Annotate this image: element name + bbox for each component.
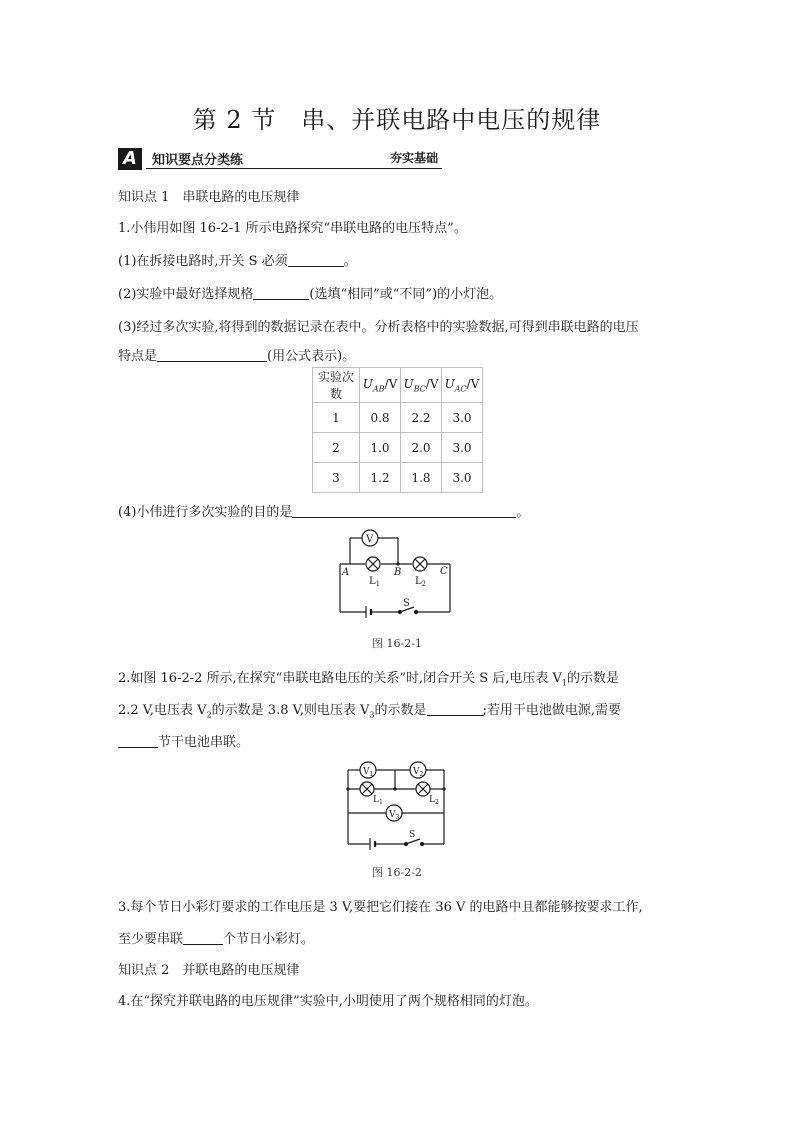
banner-name: 知识要点分类练 (152, 153, 244, 168)
q2-line2: 2.2 V,电压表 $V_2$的示数是 3.8 V,则电压表 $V_3$的示数是 ;若用干电池做电源,需要 (118, 703, 622, 720)
banner-tag: 夯实基础 (389, 151, 438, 165)
q1-part4-end: 。 (516, 505, 530, 520)
answer-blank[interactable] (292, 504, 516, 518)
q1-part4-text: (4)小伟进行多次实验的目的是 (118, 505, 293, 520)
q1-part3-end: (用公式表示)。 (267, 349, 356, 364)
q1-part3-cont (118, 345, 355, 364)
table-row (313, 403, 483, 433)
lamp-l2-label: $L_2$ (429, 795, 439, 806)
q1-part3-text: 特点是 (118, 349, 158, 364)
table-cell: 3.0 (442, 403, 483, 433)
switch-label: S (403, 598, 410, 609)
table-cell: 1.8 (401, 463, 442, 493)
section-banner (118, 147, 442, 173)
q1-part1 (118, 250, 357, 269)
table-cell: 1.0 (360, 433, 401, 463)
q3-line2: 至少要串联 个节日小彩灯。 (118, 932, 315, 947)
voltmeter-v2-label: $V_2$ (413, 767, 424, 778)
q1-part3: (3)经过多次实验,将得到的数据记录在表中。分析表格中的实验数据,可得到串联电路的电压 (118, 320, 639, 335)
answer-blank[interactable] (183, 931, 223, 945)
table-cell: 0.8 (360, 403, 401, 433)
answer-blank[interactable] (427, 702, 483, 716)
q1-part4 (118, 501, 529, 520)
header-cell: $U_{AC}/V$ (442, 368, 483, 403)
answer-blank[interactable] (118, 734, 158, 748)
table-header-row (313, 368, 483, 403)
answer-blank[interactable] (253, 286, 309, 300)
q1-part2-end: (选填“相同”或“不同”)的小灯泡。 (309, 287, 503, 302)
q4-stem: 4.在“探究并联电路的电压规律”实验中,小明使用了两个规格相同的灯泡。 (118, 994, 538, 1009)
voltmeter-v1-label: $V_1$ (363, 767, 374, 778)
answer-blank[interactable] (288, 253, 344, 267)
table-cell: 2 (313, 433, 360, 463)
header-cell: 实验次数 (313, 368, 360, 403)
header-cell: $U_{BC}/V$ (401, 368, 442, 403)
lamp-l1-label: $L_1$ (373, 795, 383, 806)
q1-part1-end: 。 (343, 254, 357, 269)
point-a-label: A (342, 567, 350, 578)
header-cell: $U_{AB}/V$ (360, 368, 401, 403)
level-a-badge: A (118, 148, 142, 170)
q2-line1: 2.如图 16-2-2 所示,在探究“串联电路电压的关系”时,闭合开关 S 后,电压表 $V_1$的示数是 (118, 671, 620, 688)
q1-part2 (118, 283, 502, 302)
q3-line1: 3.每个节日小彩灯要求的工作电压是 3 V,要把它们接在 36 V 的电路中且都能够按要求工作, (118, 900, 643, 915)
circuit-diagram-16-2-2 (340, 756, 452, 852)
switch-label: S (409, 830, 416, 840)
knowledge-point-1: 知识点 1 串联电路的电压规律 (118, 190, 300, 205)
figure-caption: 图 16-2-1 (372, 637, 422, 650)
table-cell: 3.0 (442, 463, 483, 493)
table-row (313, 433, 483, 463)
point-b-label: B (394, 567, 402, 578)
table-cell: 3 (313, 463, 360, 493)
q1-part1-text: (1)在拆接电路时,开关 S 必须 (118, 254, 288, 269)
banner-rule (146, 168, 442, 169)
voltmeter-v3-label: $V_3$ (389, 810, 400, 821)
q1-stem: 1.小伟用如图 16-2-1 所示电路探究“串联电路的电压特点”。 (118, 221, 467, 236)
answer-blank[interactable] (157, 348, 267, 362)
lamp-l2-label: $L_2$ (415, 576, 427, 588)
knowledge-point-2: 知识点 2 并联电路的电压规律 (118, 963, 300, 978)
voltmeter-label: V (366, 534, 374, 545)
q2-line3: 节干电池串联。 (118, 731, 249, 750)
q1-part2-text: (2)实验中最好选择规格 (118, 287, 254, 302)
circuit-diagram-16-2-1 (330, 524, 460, 620)
table-cell: 3.0 (442, 433, 483, 463)
section-title: 第 2 节 串、并联电路中电压的规律 (192, 106, 602, 134)
figure-caption: 图 16-2-2 (372, 866, 422, 879)
table-cell: 1 (313, 403, 360, 433)
table-cell: 2.0 (401, 433, 442, 463)
data-table (312, 367, 483, 493)
lamp-l1-label: $L_1$ (369, 576, 381, 588)
table-cell: 1.2 (360, 463, 401, 493)
point-c-label: C (440, 566, 448, 577)
table-cell: 2.2 (401, 403, 442, 433)
table-row (313, 463, 483, 493)
